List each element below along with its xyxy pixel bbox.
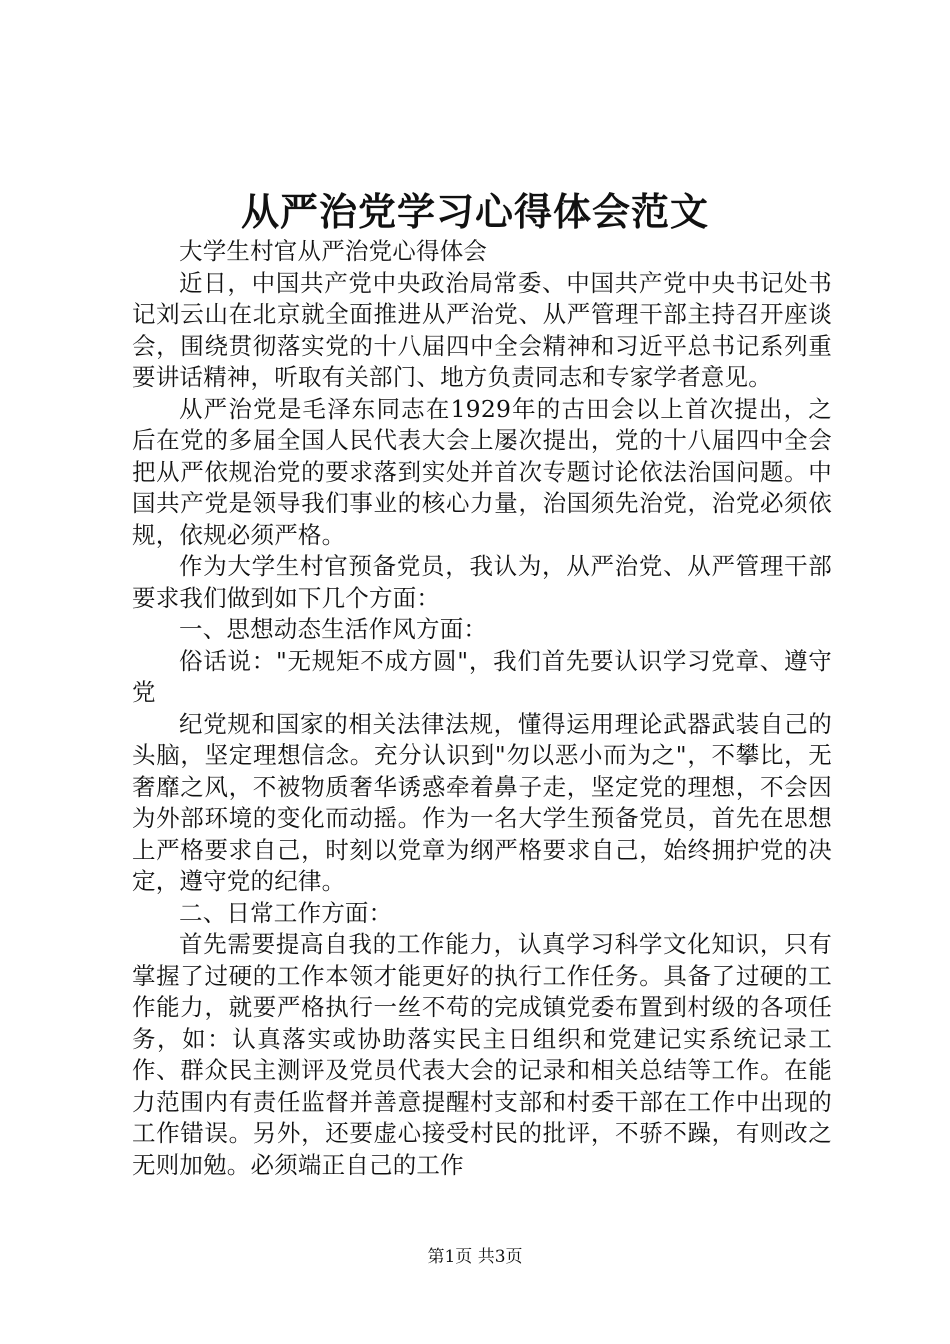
document-body — [132, 236, 832, 1181]
paragraph: 作为大学生村官预备党员，我认为，从严治党、从严管理干部要求我们做到如下几个方面： — [132, 552, 832, 612]
page-number-footer: 第1页 共3页 — [427, 1247, 523, 1267]
section-heading: 二、日常工作方面： — [179, 898, 393, 927]
paragraph: 从严治党是毛泽东同志在1929年的古田会以上首次提出，之后在党的多届全国人民代表大会上屡次提出，党的十八届四中全会把从严依规治党的要求落到实处并首次专题讨论依法治国问题。中国共产党是领导我们事业的核心力量，治国须先治党，治党必须依规，依规必须严格。 — [132, 394, 832, 549]
paragraph: 纪党规和国家的相关法律法规，懂得运用理论武器武装自己的头脑，坚定理想信念。充分认识到"勿以恶小而为之"，不攀比，无奢靡之风，不被物质奢华诱惑牵着鼻子走，坚定党的理想，不会因为外部环境的变化而动摇。作为一名大学生预备党员，首先在思想上严格要求自己，时刻以党章为纲严格要求自己，始终拥护党的决定，遵守党的纪律。 — [132, 709, 832, 895]
paragraph: 俗话说："无规矩不成方圆"，我们首先要认识学习党章、遵守党 — [132, 646, 832, 706]
section-heading: 一、思想动态生活作风方面： — [179, 615, 488, 643]
paragraph-subtitle: 大学生村官从严治党心得体会 — [179, 237, 488, 265]
document-title: 从严治党学习心得体会范文 — [240, 189, 709, 234]
paragraph: 首先需要提高自我的工作能力，认真学习科学文化知识，只有掌握了过硬的工作本领才能更好的执行工作任务。具备了过硬的工作能力，就要严格执行一丝不苟的完成镇党委布置到村级的各项任务，如：认真落实或协助落实民主日组织和党建记实系统记录工作、群众民主测评及党员代表大会的记录和相关总结等工作。在能力范围内有责任监督并善意提醒村支部和村委干部在工作中出现的工作错误。另外，还要虚心接受村民的批评，不骄不躁，有则改之无则加勉。必须端正自己的工作 — [132, 930, 832, 1179]
paragraph: 近日，中国共产党中央政治局常委、中国共产党中央书记处书记刘云山在北京就全面推进从严治党、从严管理干部主持召开座谈会，围绕贯彻落实党的十八届四中全会精神和习近平总书记系列重要讲话精神，听取有关部门、地方负责同志和专家学者意见。 — [132, 268, 832, 391]
